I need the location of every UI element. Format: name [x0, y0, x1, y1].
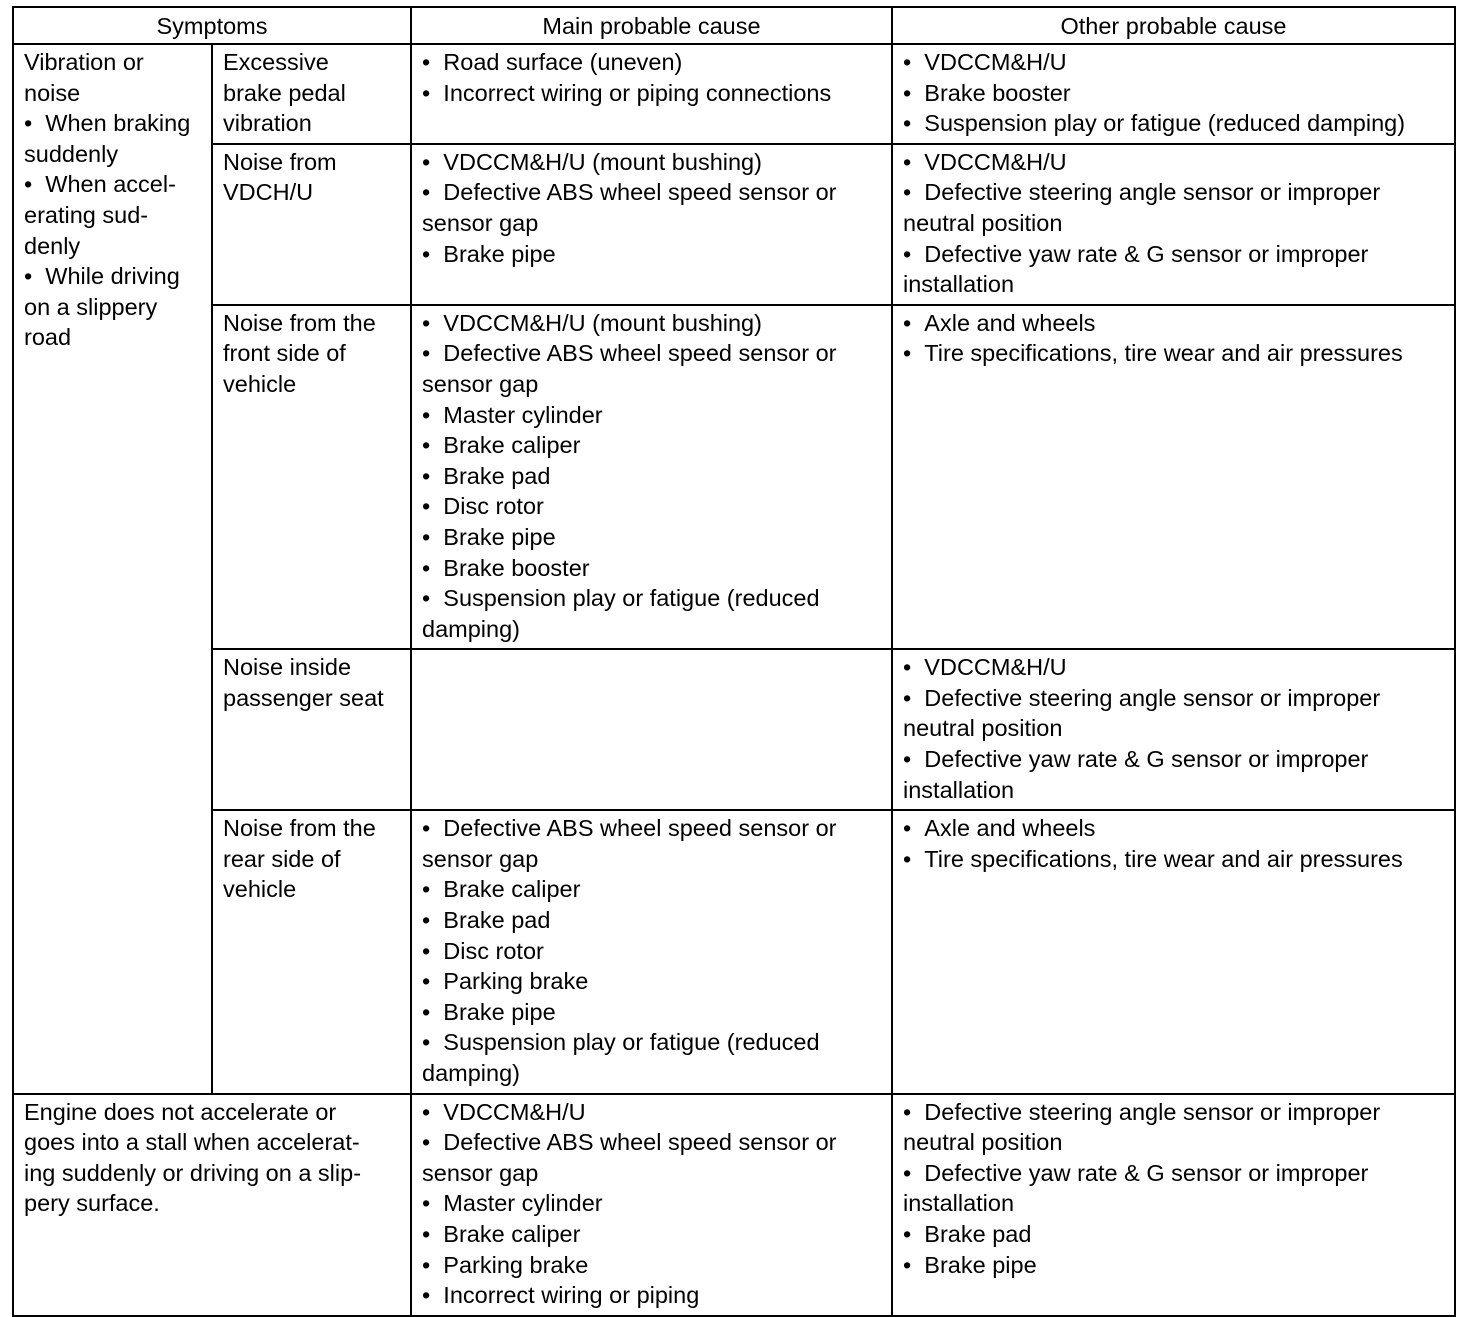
symptom-cell	[212, 810, 411, 1093]
cause-item	[903, 108, 1446, 139]
symptom-condition	[24, 169, 203, 261]
other-cause-cell	[892, 44, 1455, 144]
cause-item-line: • Disc rotor	[422, 936, 883, 967]
symptom-cell	[13, 1094, 411, 1316]
cause-item	[422, 147, 883, 178]
cause-item-line: • Defective steering angle sensor or improper	[903, 177, 1446, 208]
cause-item-line: • Incorrect wiring or piping	[422, 1280, 883, 1311]
symptom-line: Noise from the	[223, 309, 376, 336]
cause-item	[903, 147, 1446, 178]
cause-item	[422, 78, 883, 109]
cause-item-line: • Tire specifications, tire wear and air pressures	[903, 338, 1446, 369]
cause-item	[903, 177, 1446, 238]
symptom-cell	[212, 649, 411, 810]
cause-item-line: • VDCCM&H/U (mount bushing)	[422, 147, 883, 178]
symptom-condition	[24, 108, 203, 169]
symptom-condition-line: on a slippery	[24, 293, 158, 320]
cause-item-line: • Brake pipe	[422, 239, 883, 270]
cause-item	[422, 1097, 883, 1128]
other-cause-cell	[892, 144, 1455, 305]
symptom-condition	[24, 261, 203, 353]
table-row	[13, 810, 1455, 1093]
cause-item-line: • Suspension play or fatigue (reduced damping)	[903, 108, 1446, 139]
cause-item-line: • Defective ABS wheel speed sensor or	[422, 338, 883, 369]
cause-item-line: • VDCCM&H/U	[903, 47, 1446, 78]
cause-item-line: • Brake pad	[903, 1219, 1446, 1250]
cause-item-line: • VDCCM&H/U	[422, 1097, 883, 1128]
cause-item-line: • Brake pipe	[422, 522, 883, 553]
table-body	[13, 44, 1455, 1316]
cause-item-line: • Defective ABS wheel speed sensor or	[422, 1127, 883, 1158]
cause-item-line: damping)	[422, 615, 520, 642]
cause-item	[422, 338, 883, 399]
cause-item-line: • Suspension play or fatigue (reduced	[422, 583, 883, 614]
symptom-condition-line: erating sud-	[24, 201, 149, 228]
cause-item-line: • Brake pipe	[903, 1250, 1446, 1281]
cause-item	[422, 430, 883, 461]
cause-item-line: • Defective yaw rate & G sensor or improper	[903, 1158, 1446, 1189]
cause-item-line: neutral position	[903, 209, 1063, 236]
other-cause-cell	[892, 1094, 1455, 1316]
cause-item	[422, 177, 883, 238]
cause-item-line: • Suspension play or fatigue (reduced	[422, 1027, 883, 1058]
symptom-line: Noise from the	[223, 815, 376, 842]
cause-item	[903, 338, 1446, 369]
symptom-line: front side of	[223, 340, 346, 367]
symptom-condition-line: • While driving	[24, 261, 203, 292]
other-cause-cell	[892, 305, 1455, 650]
cause-item-line: • Defective steering angle sensor or improper	[903, 1097, 1446, 1128]
cause-item	[422, 553, 883, 584]
cause-item-line: sensor gap	[422, 1159, 539, 1186]
table-row	[13, 144, 1455, 305]
cause-item-line: • Defective steering angle sensor or improper	[903, 683, 1446, 714]
cause-item-line: • Defective ABS wheel speed sensor or	[422, 177, 883, 208]
symptom-group-label: noise	[24, 79, 81, 106]
cause-item-line: • Axle and wheels	[903, 813, 1446, 844]
header-other-cause: Other probable cause	[892, 7, 1455, 44]
cause-item	[903, 239, 1446, 300]
cause-item-line: • Defective yaw rate & G sensor or improper	[903, 239, 1446, 270]
symptom-line: pery surface.	[24, 1190, 160, 1217]
cause-item	[422, 1250, 883, 1281]
symptom-cell	[212, 44, 411, 144]
diagnosis-table	[12, 6, 1456, 1317]
cause-item-line: • Master cylinder	[422, 400, 883, 431]
symptom-line: vehicle	[223, 876, 297, 903]
symptom-cell	[212, 305, 411, 650]
symptom-line: Noise inside	[223, 654, 352, 681]
cause-item	[422, 874, 883, 905]
cause-item-line: • Brake pipe	[422, 997, 883, 1028]
table-row	[13, 305, 1455, 650]
cause-item	[422, 1027, 883, 1088]
cause-item	[903, 1250, 1446, 1281]
cause-item-line: • Brake pad	[422, 905, 883, 936]
cause-item	[903, 1097, 1446, 1158]
symptom-line: passenger seat	[223, 684, 384, 711]
cause-item	[422, 583, 883, 644]
main-cause-cell	[411, 144, 892, 305]
header-row	[13, 7, 1455, 44]
symptom-condition-line: • When accel-	[24, 169, 203, 200]
symptom-line: goes into a stall when accelerat-	[24, 1129, 360, 1156]
cause-item-line: • Incorrect wiring or piping connections	[422, 78, 883, 109]
table-row	[13, 1094, 1455, 1316]
symptom-line: brake pedal	[223, 79, 346, 106]
cause-item	[903, 308, 1446, 339]
cause-item	[422, 522, 883, 553]
header-symptoms: Symptoms	[13, 7, 411, 44]
cause-item-line: • Road surface (uneven)	[422, 47, 883, 78]
cause-item	[422, 1219, 883, 1250]
cause-item	[422, 1280, 883, 1311]
symptom-line: vehicle	[223, 370, 297, 397]
cause-item-line: • Brake caliper	[422, 874, 883, 905]
symptom-condition-line: suddenly	[24, 140, 119, 167]
cause-item-line: neutral position	[903, 715, 1063, 742]
cause-item-line: • Tire specifications, tire wear and air pressures	[903, 844, 1446, 875]
cause-item-line: • Brake booster	[422, 553, 883, 584]
cause-item-line: • VDCCM&H/U	[903, 652, 1446, 683]
cause-item-line: • Defective ABS wheel speed sensor or	[422, 813, 883, 844]
symptom-condition-line: • When braking	[24, 108, 203, 139]
cause-item-line: • Brake caliper	[422, 1219, 883, 1250]
main-cause-cell	[411, 810, 892, 1093]
symptom-group-label: Vibration or	[24, 49, 144, 75]
symptom-condition-line: road	[24, 324, 72, 351]
cause-item	[903, 1158, 1446, 1219]
cause-item	[903, 844, 1446, 875]
cause-item-line: • VDCCM&H/U (mount bushing)	[422, 308, 883, 339]
symptom-line: Engine does not accelerate or	[24, 1098, 337, 1125]
cause-item	[903, 1219, 1446, 1250]
cause-item-line: • Brake caliper	[422, 430, 883, 461]
cause-item-line: installation	[903, 776, 1015, 803]
cause-item-line: • Parking brake	[422, 966, 883, 997]
cause-item	[422, 1127, 883, 1188]
cause-item	[903, 47, 1446, 78]
cause-item	[903, 683, 1446, 744]
cause-item	[422, 461, 883, 492]
other-cause-cell	[892, 649, 1455, 810]
symptom-line: Noise from	[223, 148, 337, 175]
cause-item	[422, 239, 883, 270]
symptom-line: Excessive	[223, 49, 329, 75]
cause-item-line: installation	[903, 1190, 1015, 1217]
symptom-group-cell	[13, 44, 212, 1094]
cause-item-line: installation	[903, 271, 1015, 298]
cause-item-line: sensor gap	[422, 209, 539, 236]
cause-item-line: sensor gap	[422, 370, 539, 397]
symptom-cell	[212, 144, 411, 305]
cause-item	[422, 400, 883, 431]
other-cause-cell	[892, 810, 1455, 1093]
main-cause-cell	[411, 305, 892, 650]
cause-item	[422, 308, 883, 339]
cause-item	[422, 1188, 883, 1219]
symptom-line: rear side of	[223, 845, 341, 872]
cause-item-line: • Defective yaw rate & G sensor or improper	[903, 744, 1446, 775]
cause-item-line: • Axle and wheels	[903, 308, 1446, 339]
cause-item	[903, 652, 1446, 683]
main-cause-cell	[411, 44, 892, 144]
symptom-line: ing suddenly or driving on a slip-	[24, 1159, 362, 1186]
cause-item	[422, 491, 883, 522]
cause-item-line: • VDCCM&H/U	[903, 147, 1446, 178]
main-cause-cell	[411, 649, 892, 810]
main-cause-cell	[411, 1094, 892, 1316]
cause-item-line: • Master cylinder	[422, 1188, 883, 1219]
cause-item-line: neutral position	[903, 1129, 1063, 1156]
table-row	[13, 649, 1455, 810]
symptom-line: vibration	[223, 110, 312, 137]
cause-item	[422, 813, 883, 874]
cause-item-line: damping)	[422, 1060, 520, 1086]
cause-item-line: sensor gap	[422, 845, 539, 872]
cause-item-line: • Brake pad	[422, 461, 883, 492]
header-main-cause: Main probable cause	[411, 7, 892, 44]
cause-item	[422, 936, 883, 967]
cause-item	[422, 966, 883, 997]
cause-item	[422, 997, 883, 1028]
cause-item	[422, 905, 883, 936]
cause-item-line: • Parking brake	[422, 1250, 883, 1281]
cause-item	[422, 47, 883, 78]
cause-item-line: • Disc rotor	[422, 491, 883, 522]
symptom-line: VDCH/U	[223, 179, 314, 206]
cause-item-line: • Brake booster	[903, 78, 1446, 109]
cause-item	[903, 78, 1446, 109]
cause-item	[903, 813, 1446, 844]
cause-item	[903, 744, 1446, 805]
table-row	[13, 44, 1455, 144]
symptom-condition-line: denly	[24, 232, 81, 259]
